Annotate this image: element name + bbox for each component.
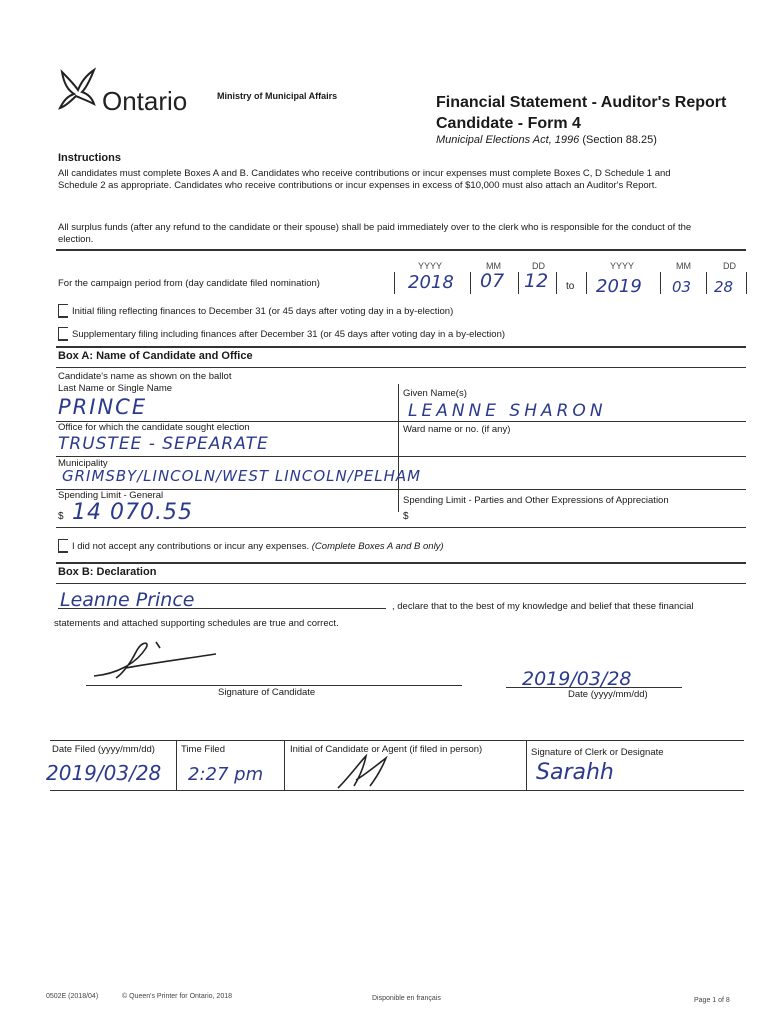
- no-contributions-label: [72, 541, 444, 552]
- dollar-sign-general: $: [58, 511, 64, 522]
- from-month: 07: [480, 270, 505, 292]
- signature-label: Signature of Candidate: [218, 687, 316, 698]
- instructions-heading: Instructions: [58, 152, 121, 164]
- supplementary-filing-checkbox[interactable]: [58, 327, 68, 341]
- dollar-sign-parties: $: [403, 511, 409, 522]
- clerk-signature-value: Sarahh: [536, 760, 614, 785]
- spending-parties-label: Spending Limit - Parties and Other Expressions of Appreciation: [403, 495, 669, 506]
- initial-filing-label: Initial filing reflecting finances to December 31 (or 45 days after voting day in a by-election): [72, 306, 454, 317]
- to-mm-label: MM: [676, 261, 691, 271]
- box-b-heading: Box B: Declaration: [58, 566, 157, 578]
- french-availability: Disponible en français: [372, 995, 441, 1002]
- office-value: TRUSTEE - SEPEARATE: [58, 434, 269, 454]
- title-line2: Candidate - Form 4: [436, 115, 581, 132]
- declaration-date-label: Date (yyyy/mm/dd): [568, 689, 648, 700]
- date-filed-value: 2019/03/28: [46, 761, 162, 785]
- spending-general-value: 14 070.55: [72, 500, 193, 525]
- initial-filing-checkbox[interactable]: [58, 304, 68, 318]
- no-contributions-checkbox[interactable]: [58, 539, 68, 553]
- ballot-note: Candidate's name as shown on the ballot: [58, 371, 232, 382]
- from-dd-label: DD: [532, 261, 545, 271]
- spending-general-label: Spending Limit - General: [58, 490, 164, 501]
- to-year: 2019: [596, 276, 642, 297]
- declaration-date-value: 2019/03/28: [522, 668, 632, 690]
- from-year: 2018: [408, 272, 454, 293]
- ministry-name: Ministry of Municipal Affairs: [217, 91, 338, 101]
- from-yyyy-label: YYYY: [418, 261, 443, 271]
- agent-initial-mark: [334, 752, 394, 792]
- ward-label: Ward name or no. (if any): [403, 424, 511, 435]
- given-name-value: LEANNE SHARON: [408, 401, 607, 421]
- to-day: 28: [714, 278, 734, 296]
- date-filed-label: Date Filed (yyyy/mm/dd): [52, 744, 155, 755]
- declarant-name: Leanne Prince: [60, 589, 195, 611]
- no-contributions-note: (Complete Boxes A and B only): [311, 541, 444, 552]
- printer-credit: © Queen's Printer for Ontario, 2018: [122, 993, 232, 1000]
- municipality-value: GRIMSBY/LINCOLN/WEST LINCOLN/PELHAM: [62, 467, 422, 485]
- declaration-text-2: statements and attached supporting schedules are true and correct.: [54, 618, 339, 629]
- clerk-signature-label: Signature of Clerk or Designate: [531, 747, 664, 758]
- box-a-heading: Box A: Name of Candidate and Office: [58, 350, 253, 362]
- trillium-icon: [54, 66, 98, 114]
- form-code: 0502E (2018/04): [46, 993, 99, 1000]
- given-name-label: Given Name(s): [403, 388, 467, 399]
- act-section: (Section 88.25): [582, 134, 657, 146]
- candidate-signature: [86, 634, 226, 686]
- title-line1: Financial Statement - Auditor's Report: [436, 94, 727, 111]
- act-reference: [436, 134, 657, 146]
- supplementary-filing-label: Supplementary filing including finances after December 31 (or 45 days after voting day in a by-election): [72, 329, 506, 340]
- no-contributions-text: I did not accept any contributions or incur any expenses.: [72, 541, 310, 552]
- logo-text: Ontario: [102, 86, 188, 116]
- last-name-label: Last Name or Single Name: [58, 383, 173, 394]
- from-day: 12: [524, 270, 549, 292]
- initial-label: Initial of Candidate or Agent (if filed in person): [290, 744, 483, 755]
- time-filed-value: 2:27 pm: [188, 764, 264, 785]
- last-name-value: PRINCE: [58, 395, 148, 419]
- campaign-period-label: For the campaign period from (day candidate filed nomination): [58, 278, 320, 289]
- from-mm-label: MM: [486, 261, 501, 271]
- to-label: to: [566, 281, 575, 292]
- instructions-para2: All surplus funds (after any refund to the candidate or their spouse) shall be paid immediately over to the clerk who is responsible for the conduct of the election.: [58, 222, 692, 245]
- to-month: 03: [672, 278, 692, 296]
- to-yyyy-label: YYYY: [610, 261, 635, 271]
- declaration-text: , declare that to the best of my knowledge and belief that these financial: [392, 601, 694, 612]
- ontario-logo: [54, 66, 194, 114]
- instructions-para1: All candidates must complete Boxes A and B. Candidates who receive contributions or incur expenses must complete Boxes C, D Schedule 1 and Schedule 2 as appropriate. Candidates who receive contributions or incur expenses in excess of $10,000 must also attach an Auditor's Report.: [58, 168, 671, 191]
- time-filed-label: Time Filed: [181, 744, 225, 755]
- office-label: Office for which the candidate sought election: [58, 422, 250, 433]
- form-title: [436, 92, 726, 134]
- municipality-label: Municipality: [58, 458, 108, 469]
- page-number: Page 1 of 8: [694, 997, 730, 1004]
- to-dd-label: DD: [723, 261, 736, 271]
- act-name: Municipal Elections Act, 1996: [436, 134, 580, 146]
